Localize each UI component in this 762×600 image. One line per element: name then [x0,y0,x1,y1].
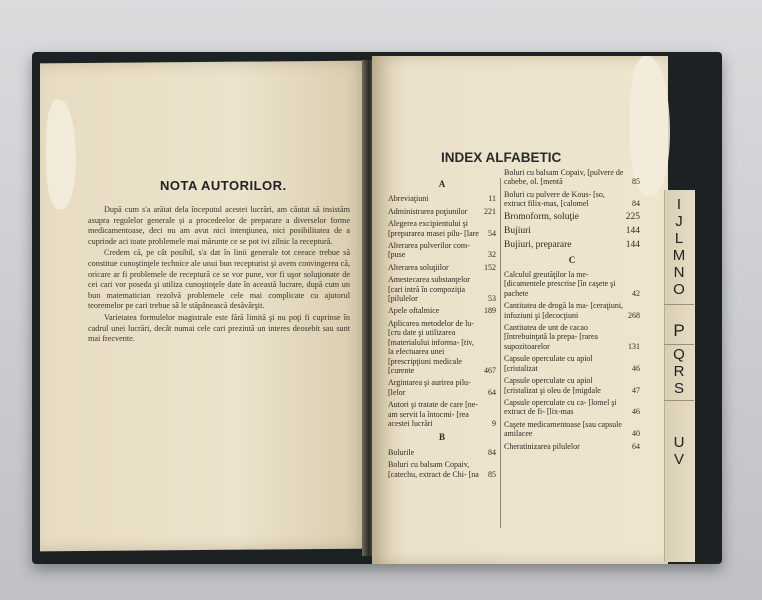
thumb-tab-label: IJLMNO [670,196,688,298]
index-entry [504,354,640,373]
index-entry-page: 32 [488,250,496,260]
index-entry-page: 144 [625,239,640,250]
thumb-tab-uv[interactable] [666,434,692,471]
thumb-tab-label: P [673,321,685,340]
thumb-tab-ijlmno[interactable] [666,196,692,301]
index-entry-text: Cantitatea de unt de cacao [întrebuinţată la prepa- [rarea supozitoarelor [504,323,598,351]
index-entry-page: 225 [625,211,640,222]
index-entry [388,263,496,272]
index-entry-text: Autori şi tratate de care [ne-am servit la întocmi- [rea acestei lucrări [388,400,478,428]
index-entry-text: Boluri cu pulvere de Kous- [so, extract filix-mas, [calomel [504,189,605,209]
index-entry [504,398,640,417]
index-entry-page: 46 [632,363,640,373]
index-entry [388,306,496,315]
thumb-tab-label: QRS [670,346,688,397]
index-entry-page: 189 [484,306,496,316]
index-column-2 [504,168,640,454]
index-entry-text: Bujiuri, preparare [504,239,572,250]
index-entry [388,460,496,479]
index-entry [388,275,496,303]
index-entry [388,219,496,238]
index-entry-text: Administrarea poţiunilor [388,206,468,216]
index-entry-page: 84 [488,447,496,457]
index-entry [388,400,496,428]
index-entry [388,378,496,397]
index-entry-page: 84 [632,199,640,209]
index-entry [504,420,640,439]
index-section-letter: A [438,179,446,189]
index-section-letter: B [438,432,445,443]
index-entry [388,448,496,457]
index-entry-text: Capsule operculate cu apiol [cristalizat [504,354,593,373]
index-entry-page: 64 [488,387,496,397]
paragraph: Varietatea formulelor magistrale este fără limită şi nu poţi fi cuprinse în cadrul unei lucrări, decât numai cele cari prezintă un interes deosebit sau sunt mai frecvente. [88,312,350,344]
index-entry-text: Capsule operculate cu ca- [lomel şi extract de fi- [lix-mas [504,397,617,417]
index-entry [504,168,640,187]
paragraph: Credem că, pe cât posibil, s'a dat în linii generale tot ceeace trebue să constitue cunoştinţele technice ale unui bun recepturist şi avem convingerea că, oricare ar fi problemele de receptură ce se vor pune, vor fi uşor soluţionate de cei cari vor poseda şi utiliza cunoştinţele date în această lucrare, după cum un bun matematician rezolvă problemele cele mai complicate cu ajutorul teoremelor pe cari trebue să le stăpânească desăvârşit. [88,248,350,311]
thumb-tab-qrs[interactable] [666,346,692,400]
column-divider [500,178,501,528]
index-entry-page: 9 [492,418,496,428]
tab-divider [664,344,694,345]
index-entry [504,376,640,395]
index-entry-page: 221 [484,206,496,216]
index-entry-page: 47 [632,385,640,395]
index-entry-page: 268 [628,310,640,320]
index-entry [504,323,640,351]
index-entry-text: Apele oftalmice [388,306,440,316]
index-entry-text: Boluri cu balsam Copaiv, [catechu, extract de Chi- [na [388,460,479,479]
tab-divider [664,400,694,401]
left-page-body [88,205,350,346]
index-entry-text: Cantitatea de drogă la ma- [ceraţiuni, infuziuni şi [decocţiuni [504,301,624,320]
index-entry-text: Caşete medicamentoase [sau capsule amilacee [504,419,622,439]
index-entry-page: 11 [488,194,496,204]
thumb-tab-label: UV [670,434,688,468]
tab-divider [664,304,694,305]
paragraph: După cum s'a arătat dela începutul acestei lucrări, am căutat să insistăm asupra regulelor generale și a procedeelor de preparare a diverselor forme medicamentoase, deci nu am avut nici intenţiunea, nici posibilitatea de a cuprinde aci toate problemele mai mărunte ce se pot ivi zilnic la receptură. [88,205,350,246]
index-entry-page: 54 [488,228,496,238]
index-entry-text: Argintarea şi aurirea pilu- [lelor [388,378,471,397]
index-entry-text: Bolurile [388,447,415,457]
index-entry [388,319,496,375]
index-entry-text: Cheratinizarea pilulelor [504,441,580,451]
index-entry-text: Abreviaţiuni [388,194,429,204]
index-entry-page: 152 [484,262,496,272]
index-entry-page: 85 [488,469,496,479]
index-entry [504,301,640,320]
index-entry-text: Alterarea soluţiilor [388,262,449,272]
index-entry [388,194,496,203]
index-entry-page: 46 [632,407,640,417]
index-entry-page: 42 [632,288,640,298]
index-entry-page: 144 [625,225,640,236]
index-entry-text: Alterarea pulverilor com- [puse [388,241,470,260]
index-entry-page: 85 [632,177,640,187]
index-column-1 [388,178,496,482]
index-entry-page: 40 [632,429,640,439]
index-entry [504,226,640,237]
index-entry-text: Capsule operculate cu apiol [cristalizat şi oleu de [migdale [504,376,601,395]
index-entry-text: Bujiuri [504,225,531,236]
left-page-title: NOTA AUTORILOR. [160,178,287,193]
index-entry-text: Calculul greutăţilor la me- [dicamentele prescrise [în caşete şi pachete [504,270,616,298]
index-title: INDEX ALFABETIC [441,150,562,165]
index-entry-text: Alegerea excipientului şi [prepararea masei pilu- [lare [388,219,479,238]
index-entry-page: 467 [484,365,496,375]
index-entry-page: 53 [488,294,496,304]
index-entry-page: 64 [632,441,640,451]
index-entry [504,190,640,209]
index-entry [504,270,640,298]
index-entry [504,442,640,451]
index-entry-text: Aplicarea metodelor de lu- [cru date şi utilizarea [materialului informa- [tiv, la efectuarea unei [prescripţiuni medicale [curente [388,318,474,375]
index-entry [388,241,496,260]
index-section-letter: C [568,254,576,265]
index-entry [388,207,496,216]
index-entry [504,240,640,251]
page-damage-left [46,99,76,209]
thumb-tab-p[interactable] [666,322,692,339]
index-entry-text: Boluri cu balsam Copaiv, [pulvere de cabebe, ol. [mentă [504,168,624,187]
index-entry [504,212,640,223]
index-entry-text: Bromoform, soluţie [504,211,579,222]
index-entry-text: Amestecarea substanţelor [cari intră în compoziţia [pilulelor [388,275,470,304]
index-entry-page: 131 [628,341,640,351]
